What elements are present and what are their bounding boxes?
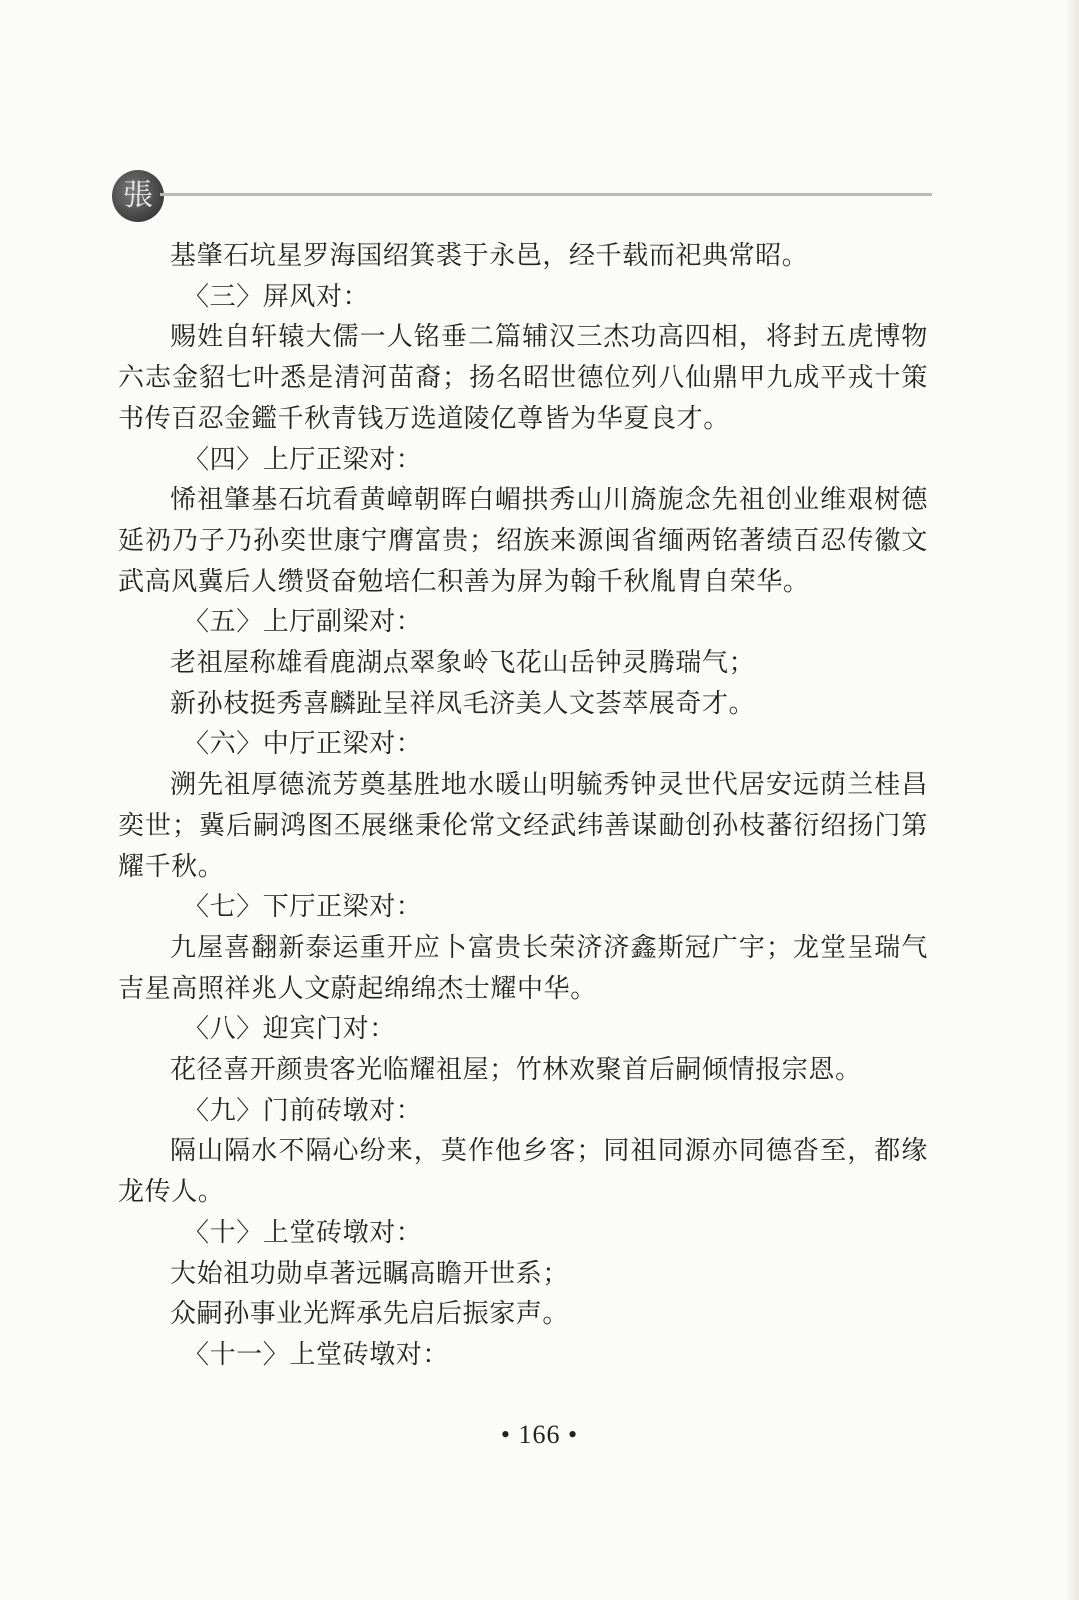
section-heading: 〈六〉中厅正梁对：: [183, 729, 423, 760]
body-paragraph: 悕祖肇基石坑看黄嶂朝晖白嵋拱秀山川旖旎念先祖创业维艰树德延礽乃子乃孙奕世康宁膺富贵；绍族来源闽省缅两铭著绩百忍传徽文武高风冀后人缵贤奋勉培仁积善为屏为翰千秋胤胄自荣华。: [118, 485, 928, 597]
body-paragraph: 隔山隔水不隔心纷来，莫作他乡客；同祖同源亦同德沓至，都缘龙传人。: [118, 1136, 928, 1208]
section-heading: 〈五〉上厅副梁对：: [183, 607, 423, 638]
section-heading: 〈三〉屏风对：: [183, 281, 370, 312]
body-paragraph: 老祖屋称雄看鹿湖点翠象岭飞花山岳钟灵腾瑞气；: [170, 648, 756, 679]
page-body: [118, 236, 928, 1376]
body-paragraph: 赐姓自轩辕大儒一人铭垂二篇辅汉三杰功高四相，将封五虎博物六志金貂七叶悉是清河苗裔；扬名昭世德位列八仙鼎甲九成平戎十策书传百忍金鑑千秋青钱万选道陵亿尊皆为华夏良才。: [118, 322, 928, 434]
zhang-seal-icon: 張: [112, 170, 164, 222]
body-paragraph: 九屋喜翻新泰运重开应卜富贵长荣济济鑫斯冠广宇；龙堂呈瑞气吉星高照祥兆人文蔚起绵绵杰士耀中华。: [118, 932, 928, 1004]
page-edge: [1065, 0, 1079, 1600]
page-number: • 166 •: [500, 1420, 579, 1449]
header-rule: [160, 193, 932, 196]
section-heading: 〈七〉下厅正梁对：: [183, 892, 423, 923]
body-paragraph: 众嗣孙事业光辉承先启后振家声。: [170, 1299, 570, 1330]
body-paragraph: 基肇石坑星罗海国绍箕裘于永邑，经千载而祀典常昭。: [170, 241, 809, 271]
section-heading: 〈八〉迎宾门对：: [183, 1014, 396, 1045]
body-paragraph: 大始祖功勋卓著远瞩高瞻开世系；: [170, 1258, 570, 1289]
section-heading: 〈四〉上厅正梁对：: [183, 444, 423, 475]
body-paragraph: 花径喜开颜贵客光临耀祖屋；竹林欢聚首后嗣倾情报宗恩。: [170, 1055, 862, 1086]
body-paragraph: 溯先祖厚德流芳奠基胜地水暖山明毓秀钟灵世代居安远荫兰桂昌奕世；冀后嗣鸿图丕展继秉伦常文经武纬善谋勔创孙枝蕃衍绍扬门第耀千秋。: [118, 770, 928, 882]
section-heading: 〈十〉上堂砖墩对：: [183, 1217, 423, 1248]
section-heading: 〈九〉门前砖墩对：: [183, 1095, 423, 1126]
section-heading: 〈十一〉上堂砖墩对：: [183, 1339, 450, 1370]
page-header: [112, 170, 932, 222]
body-paragraph: 新孙枝挺秀喜麟趾呈祥凤毛济美人文荟萃展奇才。: [170, 688, 756, 719]
